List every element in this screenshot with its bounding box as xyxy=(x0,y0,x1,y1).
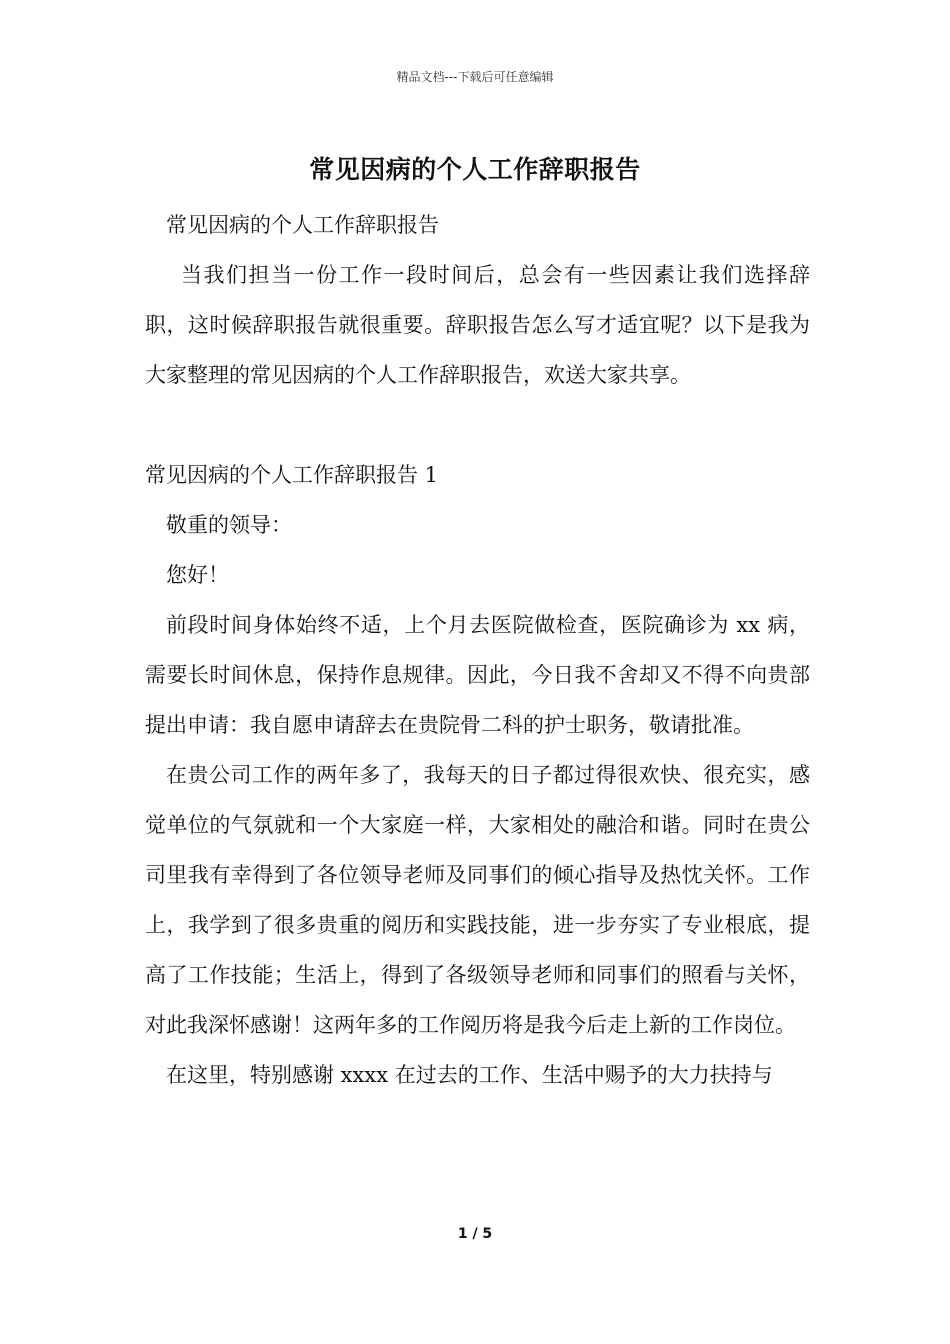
blank-line xyxy=(145,400,810,450)
intro-paragraph: 当我们担当一份工作一段时间后，总会有一些因素让我们选择辞职，这时候辞职报告就很重要。辞职报告怎么写才适宜呢？以下是我为大家整理的常见因病的个人工作辞职报告，欢送大家共享。 xyxy=(145,263,810,387)
document-title: 常见因病的个人工作辞职报告 xyxy=(309,155,641,184)
page-number: 1 / 5 xyxy=(457,1226,493,1242)
body-paragraph: 在贵公司工作的两年多了，我每天的日子都过得很欢快、很充实，感觉单位的气氛就和一个大家庭一样，大家相处的融洽和谐。同时在贵公司里我有幸得到了各位领导老师及同事们的倾心指导及热忱关怀。工作上，我学到了很多贵重的阅历和实践技能，进一步夯实了专业根底，提高了工作技能；生活上，得到了各级领导老师和同事们的照看与关怀，对此我深怀感谢！这两年多的工作阅历将是我今后走上新的工作岗位。 xyxy=(145,763,810,1037)
header-note: 精品文档---下载后可任意编辑 xyxy=(396,70,554,84)
section-heading: 常见因病的个人工作辞职报告 1 xyxy=(145,463,439,487)
salutation: 敬重的领导： xyxy=(166,513,292,537)
body-paragraph: 在这里，特别感谢 xxxx 在过去的工作、生活中赐予的大力扶持与 xyxy=(166,1063,773,1087)
greeting: 您好！ xyxy=(166,563,229,587)
body-paragraph: 前段时间身体始终不适，上个月去医院做检查，医院确诊为 xx 病，需要长时间休息，保持作息规律。因此，今日我不舍却又不得不向贵部提出申请：我自愿申请辞去在贵院骨二科的护士职务，敬请批准。 xyxy=(145,613,810,737)
subtitle: 常见因病的个人工作辞职报告 xyxy=(166,213,439,237)
document-body xyxy=(145,200,810,1100)
